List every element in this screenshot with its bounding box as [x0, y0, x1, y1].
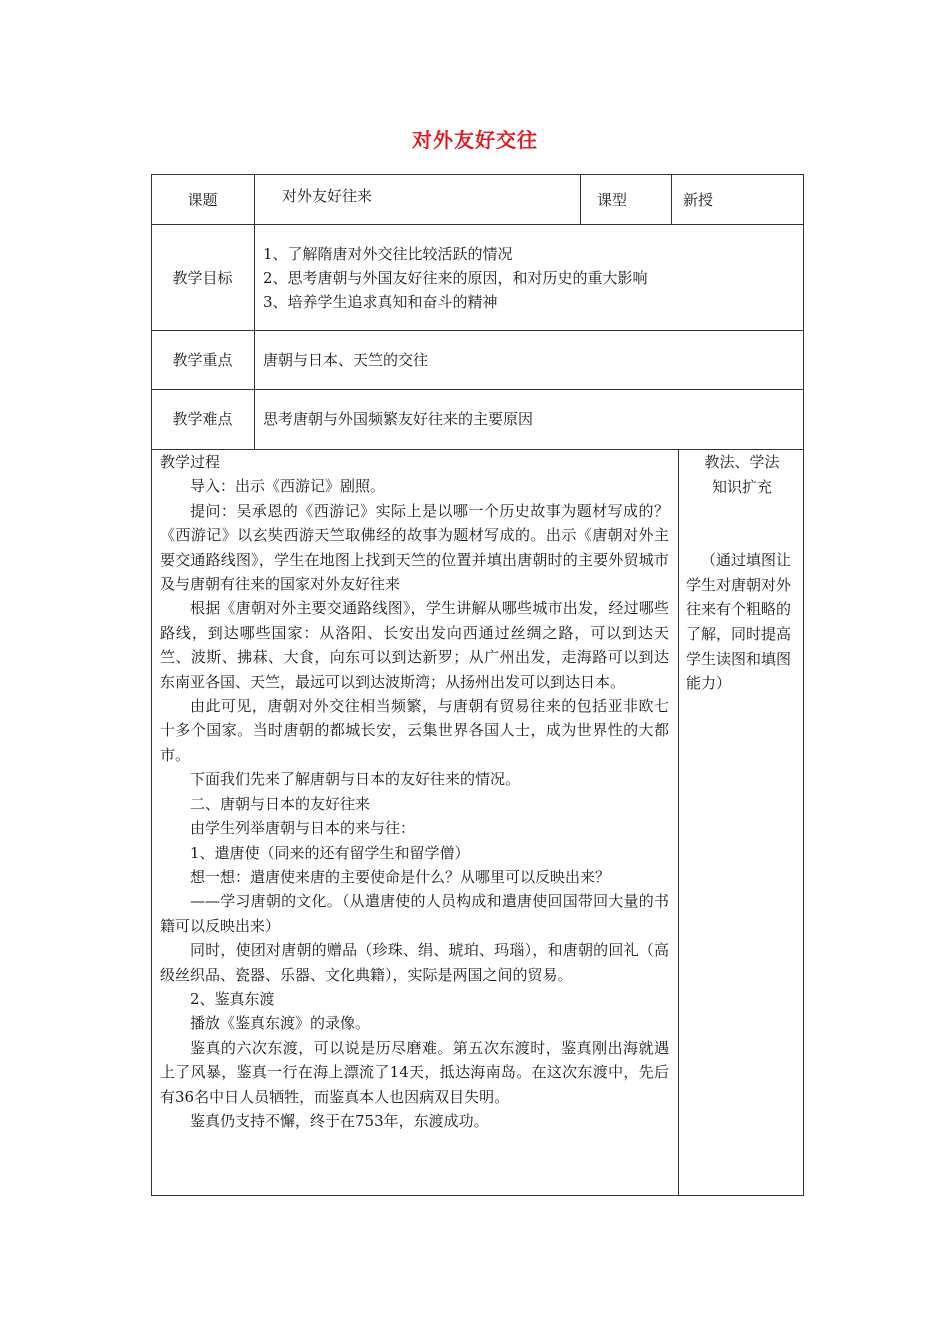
key-point-value: 唐朝与日本、天竺的交往	[263, 351, 429, 369]
objective-item: 2、思考唐朝与外国友好往来的原因，和对历史的重大影响	[263, 269, 648, 287]
objective-item: 3、培养学生追求真知和奋斗的精神	[263, 293, 498, 311]
difficulty-value: 思考唐朝与外国频繁友好往来的主要原因	[263, 410, 534, 428]
topic-value: 对外友好往来	[282, 187, 373, 205]
topic-label: 课题	[187, 191, 218, 209]
sidebar-note: （通过填图让学生对唐朝对外往来有个粗略的了解，同时提高学生读图和填图能力）	[686, 551, 792, 693]
objectives-list	[263, 242, 648, 314]
table-rule	[671, 174, 672, 224]
process-paragraph: 鉴真的六次东渡，可以说是历尽磨难。第五次东渡时，鉴真刚出海就遇上了风暴，鉴真一行在海上漂流了14天，抵达海南岛。在这次东渡中，先后有36名中日人员牺牲，而鉴真本人也因病双目失明。	[160, 1038, 669, 1106]
process-heading: 教学过程	[160, 453, 221, 471]
process-paragraph: 同时，使团对唐朝的赠品（珍珠、绢、琥珀、玛瑙），和唐朝的回礼（高级丝织品、瓷器、乐器、文化典籍），实际是两国之间的贸易。	[160, 941, 669, 984]
table-rule	[151, 389, 804, 390]
type-value: 新授	[683, 191, 714, 209]
objective-item: 1、了解隋唐对外交往比较活跃的情况	[263, 245, 513, 263]
sidebar-heading: 教法、学法	[704, 453, 780, 471]
table-rule	[678, 449, 679, 1196]
process-paragraph: 导入：出示《西游记》剧照。	[190, 477, 386, 496]
sidebar-heading: 知识扩充	[711, 477, 772, 496]
table-rule	[151, 224, 804, 225]
difficulty-label: 教学难点	[172, 410, 233, 428]
page-title: 对外友好交往	[412, 128, 538, 152]
process-paragraph: 由学生列举唐朝与日本的来与往：	[190, 819, 416, 838]
process-paragraph: 二、唐朝与日本的友好往来	[190, 794, 371, 813]
methods-sidebar	[686, 450, 798, 696]
process-paragraph: 想一想：遣唐使来唐的主要使命是什么？从哪里可以反映出来？	[190, 867, 611, 886]
process-paragraph: ——学习唐朝的文化。（从遣唐使的人员构成和遣唐使回国带回大量的书籍可以反映出来）	[160, 892, 669, 935]
objectives-label: 教学目标	[172, 269, 233, 287]
table-rule	[151, 330, 804, 331]
key-point-label: 教学重点	[172, 351, 233, 369]
teaching-process	[160, 450, 669, 1133]
process-paragraph: 2、鉴真东渡	[190, 989, 275, 1008]
process-paragraph: 下面我们先来了解唐朝与日本的友好往来的情况。	[190, 770, 521, 789]
process-paragraph: 播放《鉴真东渡》的录像。	[190, 1014, 371, 1033]
process-paragraph: 由此可见，唐朝对外交往相当频繁，与唐朝有贸易往来的包括亚非欧七十多个国家。当时唐朝的都城长安，云集世界各国人士，成为世界性的大都市。	[160, 697, 669, 764]
process-paragraph: 1、遣唐使（同来的还有留学生和留学僧）	[190, 843, 470, 862]
type-label: 课型	[596, 191, 627, 209]
table-rule	[254, 174, 255, 449]
process-paragraph: 提问：吴承恩的《西游记》实际上是以哪一个历史故事为题材写成的？《西游记》以玄奘西游天竺取佛经的故事为题材写成的。出示《唐朝对外主要交通路线图》，学生在地图上找到天竺的位置并填出唐朝时的主要外贸城市及与唐朝有往来的国家对外友好往来	[160, 501, 669, 594]
process-paragraph: 鉴真仍支持不懈，终于在753年，东渡成功。	[190, 1111, 489, 1130]
process-paragraph: 根据《唐朝对外主要交通路线图》，学生讲解从哪些城市出发，经过哪些路线，到达哪些国家：从洛阳、长安出发向西通过丝绸之路，可以到达天竺、波斯、拂菻、大食，向东可以到达新罗；从广州出发，走海路可以到达东南亚各国、天竺，最远可以到达波斯湾；从扬州出发可以到达日本。	[160, 599, 669, 691]
